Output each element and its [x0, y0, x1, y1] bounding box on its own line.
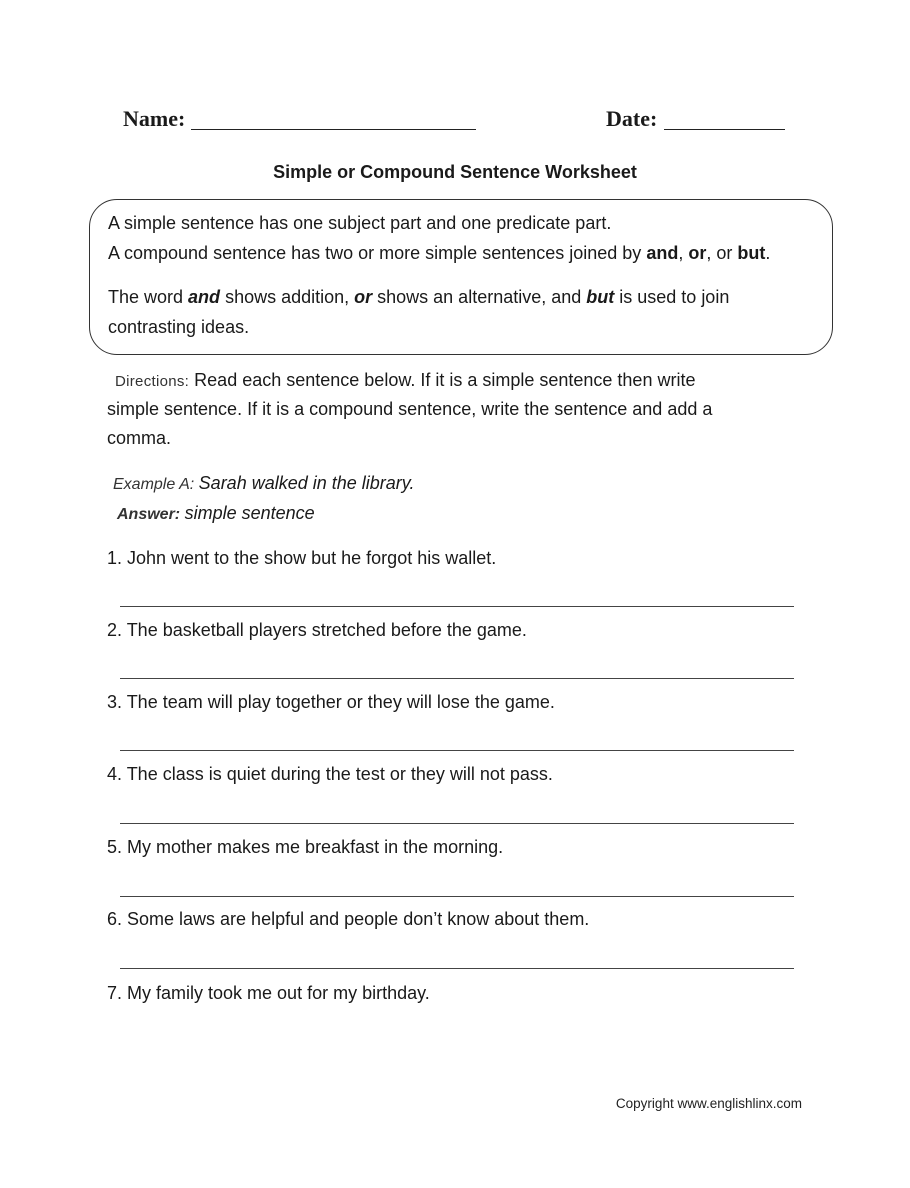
- rule3-c: shows an alternative, and: [372, 287, 587, 307]
- rule3-d: is used to join: [614, 287, 730, 307]
- name-field-line[interactable]: [191, 129, 476, 130]
- answer-line-2[interactable]: [120, 678, 794, 679]
- question-3: 3. The team will play together or they will lose the game.: [107, 692, 555, 712]
- example-sentence: Sarah walked in the library.: [198, 473, 415, 493]
- conj-or: or: [688, 243, 707, 263]
- answer-line-3[interactable]: [120, 750, 794, 751]
- copyright-notice: Copyright www.englishlinx.com: [615, 1096, 802, 1111]
- rule-sep-1: ,: [678, 243, 689, 263]
- example-label: Example A:: [113, 476, 195, 493]
- name-label: Name:: [123, 106, 186, 131]
- question-4: 4. The class is quiet during the test or they will not pass.: [107, 764, 553, 784]
- conj-but-emph: but: [586, 287, 615, 307]
- rule-simple-sentence: A simple sentence has one subject part and one predicate part.: [108, 213, 612, 233]
- date-label: Date:: [606, 106, 658, 131]
- question-7: 7. My family took me out for my birthday.: [107, 983, 430, 1003]
- rule-sep-2: , or: [706, 243, 738, 263]
- answer-line-1[interactable]: [120, 606, 794, 607]
- example-answer: [117, 503, 315, 524]
- answer-line-6[interactable]: [120, 968, 794, 969]
- answer-text: simple sentence: [184, 503, 315, 523]
- example-a: [113, 473, 414, 494]
- worksheet-title: Simple or Compound Sentence Worksheet: [273, 162, 637, 182]
- rule3-b: shows addition,: [220, 287, 355, 307]
- date-field-line[interactable]: [664, 129, 785, 130]
- directions-text-1: Read each sentence below. If it is a simple sentence then write: [194, 370, 696, 390]
- answer-line-4[interactable]: [120, 823, 794, 824]
- rule-compound-text: A compound sentence has two or more simple sentences joined by: [108, 243, 647, 263]
- rule-period: .: [765, 243, 771, 263]
- directions-line-2: simple sentence. If it is a compound sentence, write the sentence and add a: [107, 399, 713, 419]
- question-6: 6. Some laws are helpful and people don’t know about them.: [107, 909, 590, 929]
- directions-label: Directions:: [115, 373, 190, 390]
- rule-contrasting: contrasting ideas.: [108, 317, 250, 337]
- conj-or-emph: or: [354, 287, 373, 307]
- directions-line-1: [107, 370, 695, 391]
- question-1: 1. John went to the show but he forgot his wallet.: [107, 548, 497, 568]
- conj-and-emph: and: [188, 287, 221, 307]
- conj-but: but: [737, 243, 766, 263]
- directions-line-3: comma.: [107, 428, 172, 448]
- question-2: 2. The basketball players stretched before the game.: [107, 620, 527, 640]
- question-5: 5. My mother makes me breakfast in the morning.: [107, 837, 504, 857]
- answer-label: Answer:: [117, 506, 181, 523]
- rule-conjunction-meaning: [108, 287, 729, 308]
- conj-and: and: [646, 243, 679, 263]
- answer-line-5[interactable]: [120, 896, 794, 897]
- rule-compound-sentence: [108, 243, 770, 264]
- rule3-a: The word: [108, 287, 189, 307]
